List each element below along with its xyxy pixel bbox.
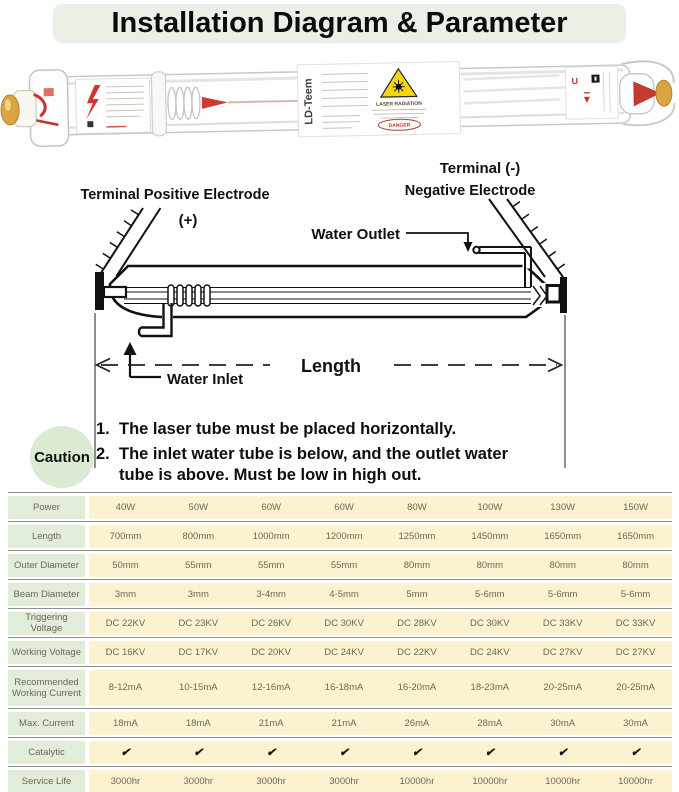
table-cell: DC 33KV bbox=[542, 617, 583, 629]
caution-badge-text: Caution bbox=[34, 448, 90, 466]
caution-item-text: The inlet water tube is below, and the outlet water tube is above. Must be low in high out. bbox=[119, 445, 509, 484]
table-cell: DC 16KV bbox=[105, 646, 146, 658]
row-label: Recommended Working Current bbox=[8, 670, 85, 706]
brand-text: LD-Teem bbox=[302, 78, 316, 125]
row-label: Catalytic bbox=[8, 741, 85, 764]
table-cell: 1200mm bbox=[325, 530, 363, 542]
row-values bbox=[89, 670, 672, 706]
label-terminal-positive: Terminal Positive Electrode bbox=[80, 187, 270, 203]
amber-cap-right bbox=[656, 80, 673, 106]
parameter-table bbox=[8, 492, 672, 792]
table-cell: 3000hr bbox=[110, 775, 141, 787]
label-water-inlet: Water Inlet bbox=[167, 371, 244, 388]
left-stub bbox=[104, 287, 126, 297]
table-cell: 10-15mA bbox=[179, 682, 218, 693]
table-cell: DC 27KV bbox=[542, 646, 583, 658]
table-cell: DC 26KV bbox=[251, 617, 291, 629]
table-cell: 3mm bbox=[187, 588, 209, 600]
row-label: Beam Diameter bbox=[8, 583, 85, 606]
table-cell: 30mA bbox=[623, 717, 648, 729]
row-label: Service Life bbox=[8, 770, 85, 792]
coil-segments bbox=[168, 285, 210, 306]
check-icon: ✔ bbox=[339, 747, 349, 759]
logo-mark: U bbox=[571, 76, 579, 87]
table-cell: 80mm bbox=[549, 559, 576, 571]
table-cell: 18-23mA bbox=[470, 682, 510, 693]
row-label: Max. Current bbox=[8, 712, 85, 735]
table-cell: 5-6mm bbox=[475, 588, 505, 600]
table-cell: 18mA bbox=[185, 717, 211, 729]
table-cell: 10000hr bbox=[618, 775, 653, 787]
tube-left-label bbox=[75, 78, 150, 134]
table-row bbox=[8, 666, 672, 708]
table-cell: 50W bbox=[188, 501, 209, 513]
right-flange bbox=[560, 277, 567, 313]
table-cell: 16-18mA bbox=[324, 682, 364, 693]
table-row bbox=[8, 579, 672, 608]
row-values bbox=[89, 741, 672, 764]
outlet-nozzle bbox=[473, 247, 479, 253]
table-cell: 20-25mA bbox=[543, 682, 582, 693]
row-values bbox=[89, 641, 672, 664]
tube-left-endcap bbox=[0, 70, 69, 147]
table-cell: 26mA bbox=[404, 717, 430, 729]
table-cell: 3000hr bbox=[256, 775, 286, 787]
laser-tube-photo bbox=[0, 58, 679, 152]
table-cell: 40W bbox=[115, 501, 136, 513]
row-label: Triggering Voltage bbox=[8, 612, 85, 635]
danger-badge-text: DANGER bbox=[388, 122, 411, 129]
warning-title: LASER RADIATION bbox=[376, 100, 422, 108]
table-cell: 3000hr bbox=[329, 775, 359, 787]
table-row bbox=[8, 737, 672, 766]
page-title-text: Installation Diagram & Parameter bbox=[111, 7, 568, 39]
label-plus: (+) bbox=[178, 212, 198, 229]
table-cell: 130W bbox=[550, 501, 576, 513]
table-cell: 55mm bbox=[185, 559, 212, 571]
row-label: Length bbox=[8, 525, 85, 548]
table-cell: 30mA bbox=[550, 717, 576, 729]
table-cell: 800mm bbox=[182, 530, 215, 542]
check-icon: ✔ bbox=[630, 747, 641, 759]
row-label: Power bbox=[8, 496, 85, 519]
table-row bbox=[8, 637, 672, 666]
row-values bbox=[89, 554, 672, 577]
table-cell: 1450mm bbox=[471, 530, 509, 542]
row-values bbox=[89, 712, 672, 735]
table-cell: 8-12mA bbox=[108, 682, 143, 693]
table-cell: 3-4mm bbox=[256, 588, 286, 600]
table-cell: 4-5mm bbox=[329, 588, 359, 600]
table-cell: 3000hr bbox=[183, 775, 214, 787]
table-cell: DC 23KV bbox=[178, 617, 219, 629]
table-cell: 21mA bbox=[331, 717, 357, 729]
table-cell: 700mm bbox=[109, 530, 142, 542]
glass-collar bbox=[151, 72, 166, 136]
table-cell: DC 27KV bbox=[615, 646, 656, 658]
caution-badge bbox=[30, 426, 94, 488]
table-cell: 1650mm bbox=[544, 530, 582, 542]
table-cell: 20-25mA bbox=[616, 682, 655, 693]
check-icon: ✔ bbox=[557, 747, 568, 759]
tube-right-label bbox=[565, 66, 618, 119]
outlet-leader-line bbox=[406, 233, 468, 242]
table-cell: 100W bbox=[477, 501, 503, 513]
table-cell: 16-20mA bbox=[397, 682, 437, 693]
table-row bbox=[8, 521, 672, 550]
table-cell: 1250mm bbox=[398, 530, 436, 542]
tube-center-label bbox=[297, 61, 460, 136]
page-title bbox=[53, 4, 626, 43]
table-cell: 10000hr bbox=[399, 775, 435, 787]
label-terminal-negative: Terminal (-) bbox=[439, 160, 521, 177]
label-water-outlet: Water Outlet bbox=[311, 226, 400, 243]
table-cell: 1650mm bbox=[617, 530, 655, 542]
row-values bbox=[89, 612, 672, 635]
row-values bbox=[89, 583, 672, 606]
table-cell: DC 30KV bbox=[470, 617, 510, 629]
outlet-arrowhead bbox=[464, 242, 473, 252]
table-cell: 5mm bbox=[406, 588, 428, 600]
table-cell: 5-6mm bbox=[547, 588, 578, 600]
table-cell: DC 30KV bbox=[324, 617, 364, 629]
row-values bbox=[89, 496, 672, 519]
table-cell: 80mm bbox=[403, 559, 431, 571]
table-cell: 50mm bbox=[112, 559, 139, 571]
check-icon: ✔ bbox=[120, 747, 131, 759]
table-cell: DC 22KV bbox=[397, 646, 437, 658]
table-cell: 80W bbox=[407, 501, 427, 513]
table-cell: 12-16mA bbox=[251, 682, 291, 693]
table-cell: 80mm bbox=[622, 559, 649, 571]
label-negative-electrode: Negative Electrode bbox=[404, 183, 536, 199]
caution-item-1 bbox=[96, 419, 556, 440]
table-cell: 55mm bbox=[330, 559, 358, 571]
label-length: Length bbox=[301, 356, 361, 376]
check-icon: ✔ bbox=[484, 747, 495, 759]
table-cell: 60W bbox=[334, 501, 354, 513]
table-cell: 18mA bbox=[113, 717, 138, 729]
table-cell: DC 33KV bbox=[615, 617, 656, 629]
table-cell: 3mm bbox=[114, 588, 136, 600]
table-cell: 1000mm bbox=[252, 530, 290, 542]
table-cell: DC 20KV bbox=[251, 646, 291, 658]
check-icon: ✔ bbox=[266, 747, 276, 759]
caution-item-number: 2. bbox=[96, 445, 110, 463]
row-values bbox=[89, 770, 672, 792]
amber-cap-left bbox=[1, 95, 20, 125]
table-row bbox=[8, 708, 672, 737]
caution-item-number: 1. bbox=[96, 420, 110, 438]
row-label: Outer Diameter bbox=[8, 554, 85, 577]
check-icon: ✔ bbox=[412, 747, 422, 759]
table-row bbox=[8, 608, 672, 637]
table-row bbox=[8, 550, 672, 579]
table-cell: DC 17KV bbox=[178, 646, 219, 658]
caution-item-text: The laser tube must be placed horizontally. bbox=[119, 420, 457, 438]
right-end-square bbox=[547, 286, 560, 303]
table-cell: DC 22KV bbox=[105, 617, 146, 629]
table-cell: 150W bbox=[623, 501, 648, 513]
table-cell: 10000hr bbox=[545, 775, 581, 787]
table-cell: 55mm bbox=[257, 559, 285, 571]
table-cell: 28mA bbox=[477, 717, 503, 729]
table-row bbox=[8, 766, 672, 792]
table-cell: 21mA bbox=[258, 717, 284, 729]
table-cell: 80mm bbox=[476, 559, 504, 571]
table-cell: 5-6mm bbox=[620, 588, 651, 600]
table-row bbox=[8, 492, 672, 521]
row-values bbox=[89, 525, 672, 548]
caution-item-2 bbox=[96, 444, 556, 486]
row-label: Working Voltage bbox=[8, 641, 85, 664]
check-icon: ✔ bbox=[193, 747, 204, 759]
table-cell: 10000hr bbox=[472, 775, 508, 787]
table-cell: DC 24KV bbox=[324, 646, 364, 658]
caution-list bbox=[96, 419, 556, 490]
left-flange bbox=[95, 272, 104, 310]
table-cell: DC 28KV bbox=[397, 617, 437, 629]
table-cell: DC 24KV bbox=[470, 646, 510, 658]
table-cell: 60W bbox=[261, 501, 281, 513]
